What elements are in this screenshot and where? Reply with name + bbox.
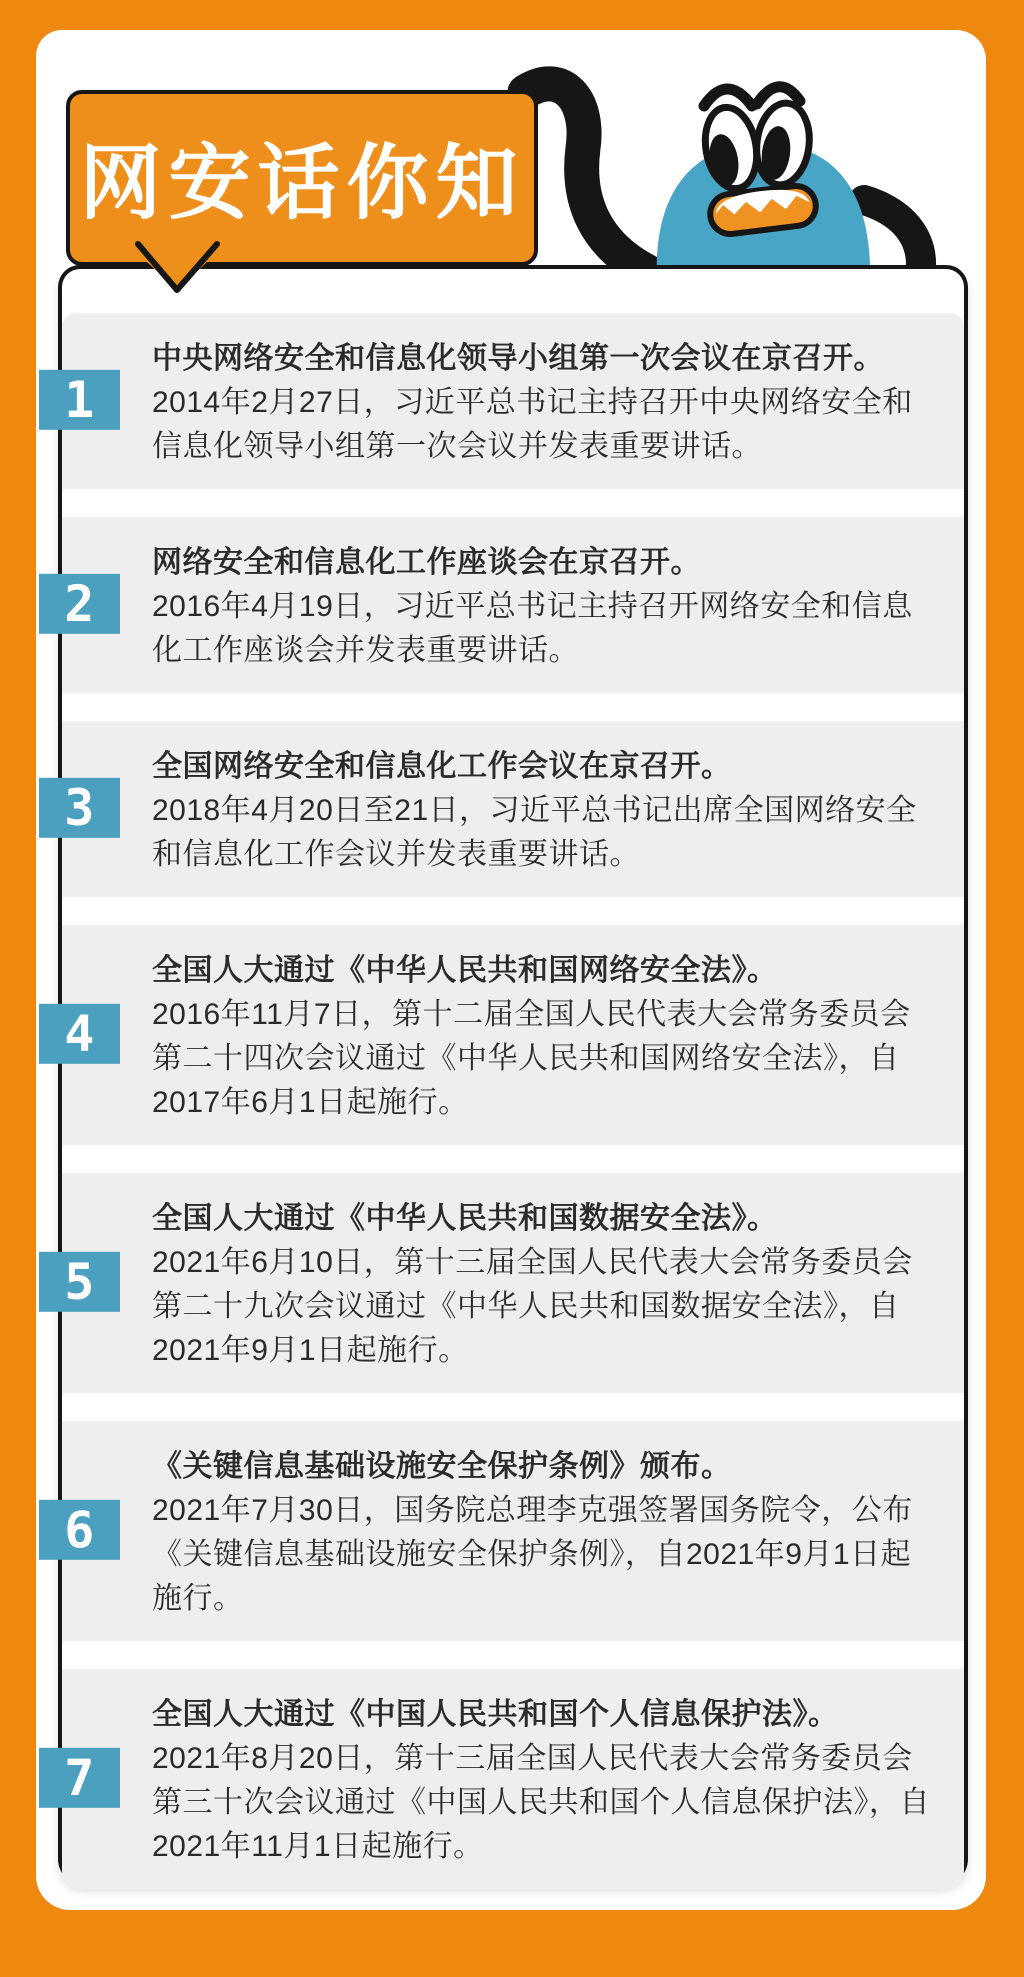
item-body: 2021年6月10日，第十三届全国人民代表大会常务委员会第二十九次会议通过《中华人民共和国数据安全法》，自2021年9月1日起施行。 bbox=[152, 1246, 913, 1367]
item-title: 全国人大通过《中国人民共和国个人信息保护法》。 bbox=[152, 1698, 839, 1731]
list-item bbox=[62, 925, 964, 1145]
list-item bbox=[62, 313, 964, 489]
item-title: 全国人大通过《中华人民共和国数据安全法》。 bbox=[152, 1202, 778, 1235]
item-body: 2021年7月30日，国务院总理李克强签署国务院令，公布《关键信息基础设施安全保护条例》，自2021年9月1日起施行。 bbox=[152, 1494, 913, 1615]
item-title: 网络安全和信息化工作座谈会在京召开。 bbox=[152, 546, 701, 579]
header-banner bbox=[66, 90, 538, 266]
item-number-badge: 6 bbox=[39, 1500, 120, 1560]
item-body: 2016年11月7日，第十二届全国人民代表大会常务委员会第二十四次会议通过《中华人民共和国网络安全法》，自2017年6月1日起施行。 bbox=[152, 998, 911, 1119]
list-item bbox=[62, 1669, 964, 1889]
item-body: 2021年8月20日，第十三届全国人民代表大会常务委员会第三十次会议通过《中国人民共和国个人信息保护法》，自2021年11月1日起施行。 bbox=[152, 1742, 930, 1863]
item-number-badge: 2 bbox=[39, 574, 120, 634]
item-title: 中央网络安全和信息化领导小组第一次会议在京召开。 bbox=[152, 342, 884, 375]
page-title: 网安话你知 bbox=[79, 137, 525, 229]
list-item bbox=[62, 1421, 964, 1641]
item-number-badge: 5 bbox=[39, 1252, 120, 1312]
list-item bbox=[62, 517, 964, 693]
item-number-badge: 3 bbox=[39, 778, 120, 838]
item-number-badge: 1 bbox=[39, 370, 120, 430]
item-title: 全国人大通过《中华人民共和国网络安全法》。 bbox=[152, 954, 778, 987]
item-title: 全国网络安全和信息化工作会议在京召开。 bbox=[152, 750, 732, 783]
item-body: 2014年2月27日，习近平总书记主持召开中央网络安全和信息化领导小组第一次会议并发表重要讲话。 bbox=[152, 386, 913, 463]
content-card bbox=[58, 265, 968, 1885]
item-number-badge: 4 bbox=[39, 1004, 120, 1064]
item-body: 2018年4月20日至21日，习近平总书记出席全国网络安全和信息化工作会议并发表重要讲话。 bbox=[152, 794, 917, 871]
item-body: 2016年4月19日，习近平总书记主持召开网络安全和信息化工作座谈会并发表重要讲话。 bbox=[152, 590, 913, 667]
list-item bbox=[62, 1173, 964, 1393]
item-title: 《关键信息基础设施安全保护条例》颁布。 bbox=[152, 1450, 732, 1483]
list-item bbox=[62, 721, 964, 897]
item-number-badge: 7 bbox=[39, 1748, 120, 1808]
